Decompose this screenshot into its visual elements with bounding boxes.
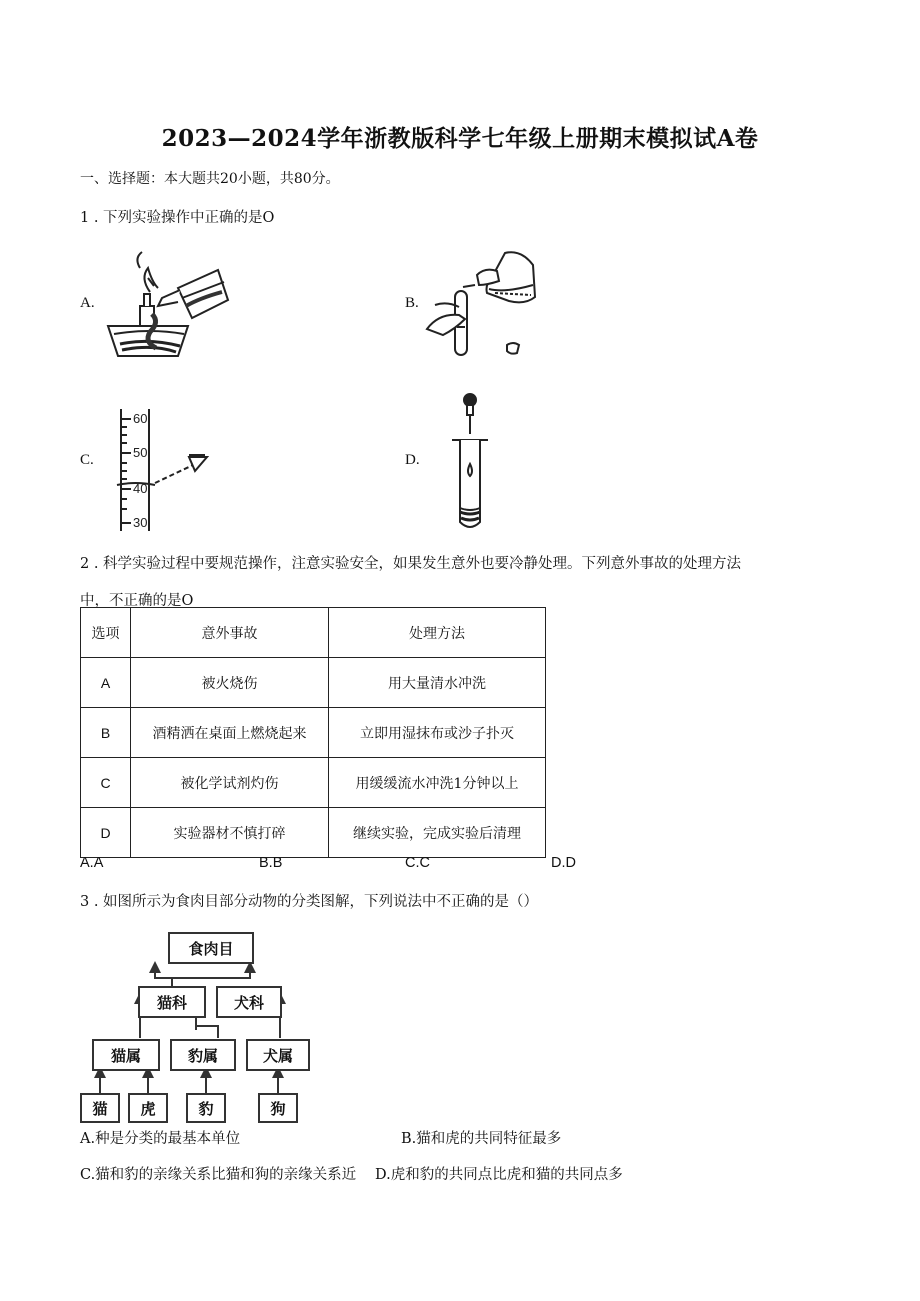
tree-node-species: 虎 [128, 1093, 168, 1123]
q1-option-d-label: D. [405, 452, 420, 468]
cylinder-tick-30: 30 [133, 515, 148, 530]
table-cell: 用大量清水冲洗 [329, 658, 546, 708]
q2-answer-d: D.D [551, 855, 576, 871]
cylinder-tick-60: 60 [133, 411, 148, 426]
table-row [81, 758, 546, 808]
tree-node-species: 豹 [186, 1093, 226, 1123]
dropper-test-tube-image [450, 390, 500, 535]
accident-table [80, 607, 546, 858]
question-1-stem: 1 . 下列实验操作中正确的是O [80, 210, 275, 226]
tree-node-family: 犬科 [216, 986, 282, 1018]
table-cell: 用缓缓流水冲洗1分钟以上 [329, 758, 546, 808]
table-cell: 被火烧伤 [131, 658, 329, 708]
tree-node-order: 食肉目 [168, 932, 254, 964]
tree-node-species: 狗 [258, 1093, 298, 1123]
tree-node-species: 猫 [80, 1093, 120, 1123]
q3-answer-c: C.猫和豹的亲缘关系比猫和狗的亲缘关系近 [80, 1167, 357, 1183]
table-cell: 酒精洒在桌面上燃烧起来 [131, 708, 329, 758]
q2-answer-b: B.B [259, 855, 283, 871]
question-2-stem-line1: 2 . 科学实验过程中要规范操作，注意实验安全，如果发生意外也要冷静处理。下列意外事故的处理方法 [80, 556, 742, 572]
table-header: 选项 [81, 608, 131, 658]
table-cell: D [81, 808, 131, 858]
table-row [81, 708, 546, 758]
q3-answer-d: D.虎和豹的共同点比虎和猫的共同点多 [375, 1167, 623, 1183]
question-2-stem-line2: 中，不正确的是O [80, 593, 194, 609]
tree-node-genus: 豹属 [170, 1039, 236, 1071]
section-heading: 一、选择题：本大题共20小题，共80分。 [80, 171, 340, 187]
table-header-row [81, 608, 546, 658]
page-title: 2023—2024学年浙教版科学七年级上册期末模拟试A卷 [161, 125, 759, 152]
table-row [81, 808, 546, 858]
q1-option-c-label: C. [80, 452, 94, 468]
q2-answer-c: C.C [405, 855, 430, 871]
table-header: 意外事故 [131, 608, 329, 658]
table-cell: 立即用湿抹布或沙子扑灭 [329, 708, 546, 758]
table-cell: B [81, 708, 131, 758]
graduated-cylinder-image [105, 405, 225, 535]
q1-option-b-label: B. [405, 295, 419, 311]
alcohol-lamp-lighting-image [100, 248, 235, 363]
table-cell: 继续实验，完成实验后清理 [329, 808, 546, 858]
table-header: 处理方法 [329, 608, 546, 658]
cylinder-tick-50: 50 [133, 445, 148, 460]
q3-answer-a: A.种是分类的最基本单位 [80, 1131, 241, 1147]
table-cell: A [81, 658, 131, 708]
q2-answer-a: A.A [80, 855, 104, 871]
table-cell: C [81, 758, 131, 808]
question-3-stem: 3 . 如图所示为食肉目部分动物的分类图解，下列说法中不正确的是（） [80, 894, 539, 910]
tree-node-family: 猫科 [138, 986, 206, 1018]
table-cell: 被化学试剂灼伤 [131, 758, 329, 808]
pouring-liquid-image [425, 245, 545, 365]
q1-option-a-label: A. [80, 295, 95, 311]
q3-answer-b: B.猫和虎的共同特征最多 [401, 1131, 562, 1147]
cylinder-tick-40: 40 [133, 481, 148, 496]
tree-node-genus: 猫属 [92, 1039, 160, 1071]
tree-node-genus: 犬属 [246, 1039, 310, 1071]
table-cell: 实验器材不慎打碎 [131, 808, 329, 858]
table-row [81, 658, 546, 708]
